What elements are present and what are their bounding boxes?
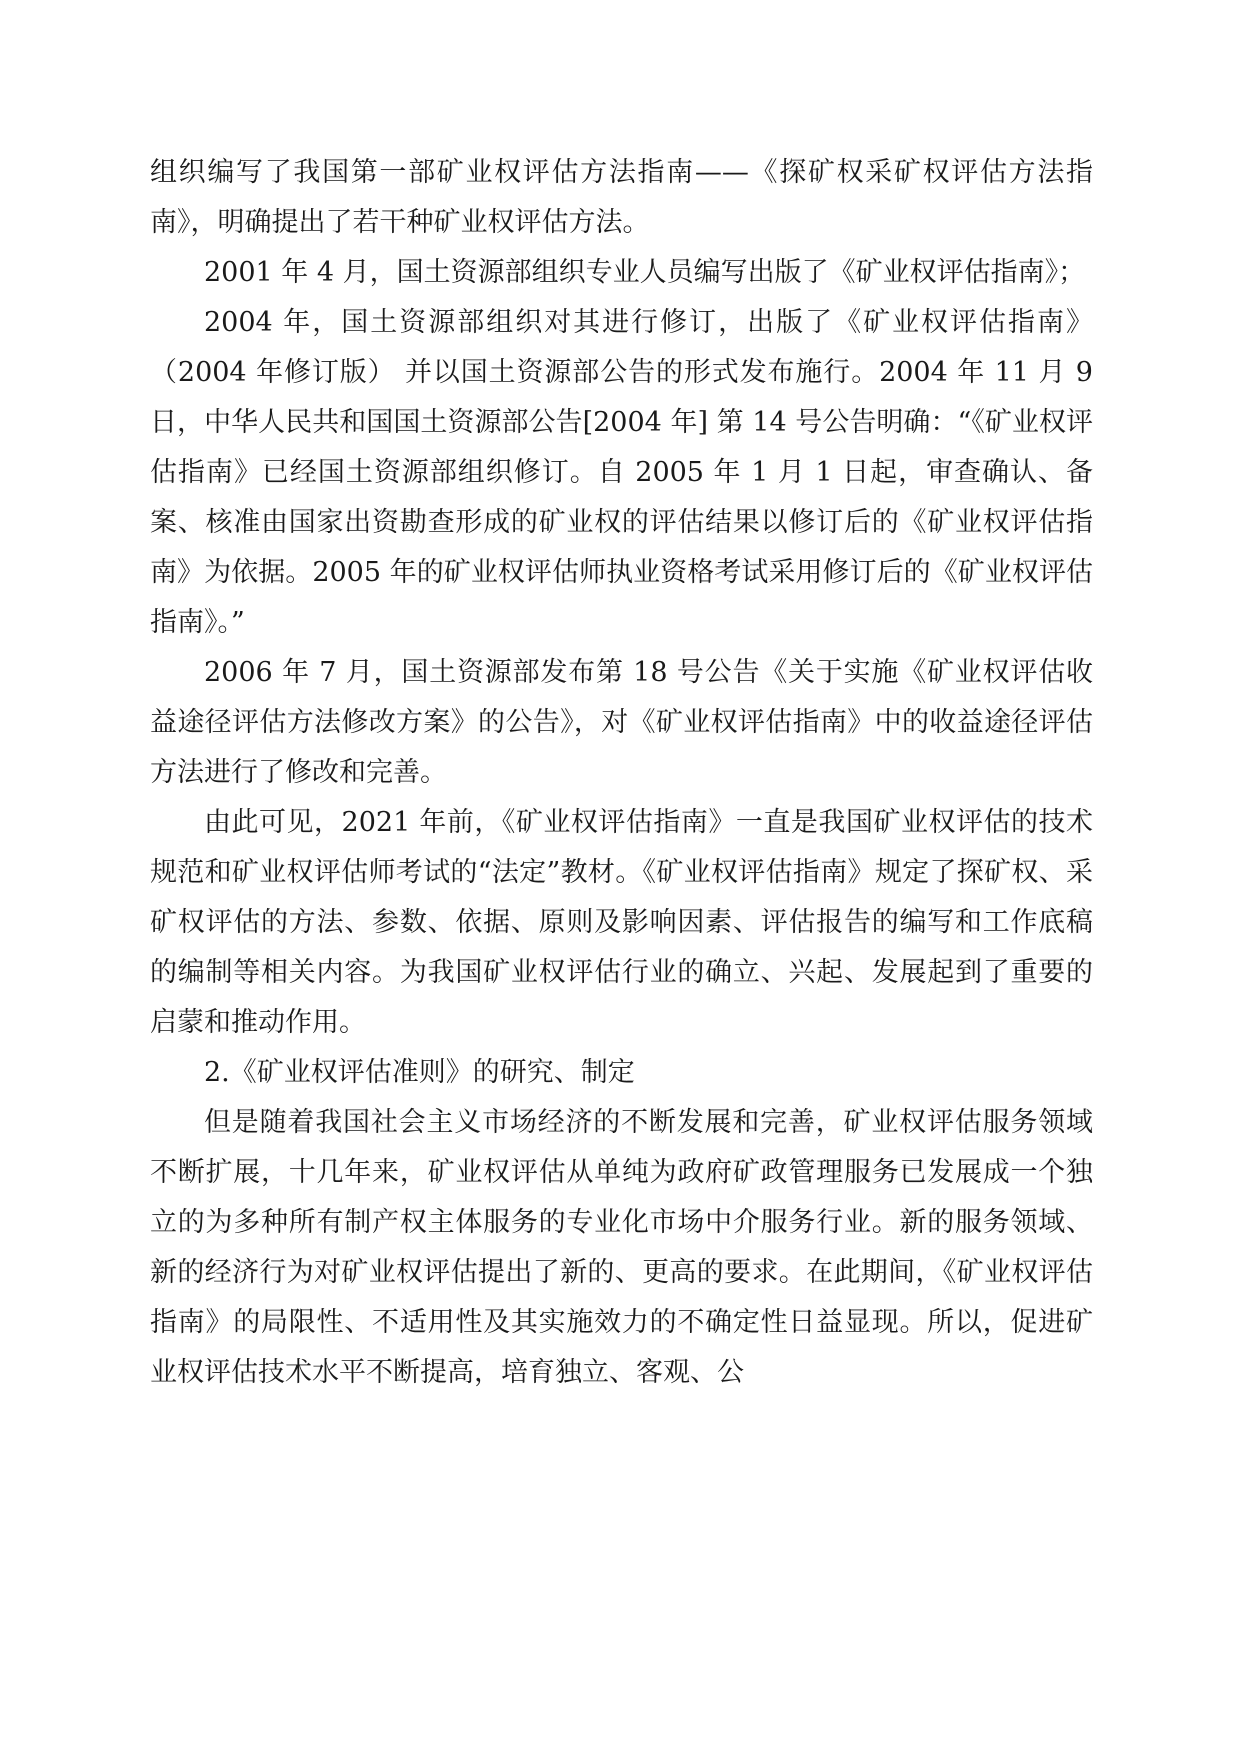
- paragraph-6: 但是随着我国社会主义市场经济的不断发展和完善，矿业权评估服务领域不断扩展，十几年来，矿业权评估从单纯为政府矿政管理服务已发展成一个独立的为多种所有制产权主体服务的专业化市场中介服务行业。新的服务领域、新的经济行为对矿业权评估提出了新的、更高的要求。在此期间，《矿业权评估指南》的局限性、不适用性及其实施效力的不确定性日益显现。所以，促进矿业权评估技术水平不断提高，培育独立、客观、公: [150, 1107, 1093, 1388]
- paragraph-5: 由此可见，2021 年前，《矿业权评估指南》一直是我国矿业权评估的技术规范和矿业权评估师考试的“法定”教材。《矿业权评估指南》规定了探矿权、采矿权评估的方法、参数、依据、原则及影响因素、评估报告的编写和工作底稿的编制等相关内容。为我国矿业权评估行业的确立、兴起、发展起到了重要的启蒙和推动作用。: [150, 807, 1093, 1038]
- paragraph-4: 2006 年 7 月，国土资源部发布第 18 号公告《关于实施《矿业权评估收益途径评估方法修改方案》的公告》，对《矿业权评估指南》中的收益途径评估方法进行了修改和完善。: [150, 657, 1093, 788]
- document-body: [150, 148, 1093, 1398]
- paragraph-1: 组织编写了我国第一部矿业权评估方法指南——《探矿权采矿权评估方法指南》，明确提出了若干种矿业权评估方法。: [150, 157, 1093, 238]
- paragraph-3: 2004 年，国土资源部组织对其进行修订，出版了《矿业权评估指南》（2004 年修订版） 并以国土资源部公告的形式发布施行。2004 年 11 月 9 日，中华人民共和国国土资源部公告[2004 年] 第 14 号公告明确：“《矿业权评估指南》已经国土资源部组织修订。自 2005 年 1 月 1 日起，审查确认、备案、核准由国家出资勘查形成的矿业权的评估结果以修订后的《矿业权评估指南》为依据。2005 年的矿业权评估师执业资格考试采用修订后的《矿业权评估指南》。”: [150, 307, 1093, 638]
- paragraph-2: 2001 年 4 月，国土资源部组织专业人员编写出版了《矿业权评估指南》；: [204, 257, 1086, 288]
- section-heading: 2.《矿业权评估准则》的研究、制定: [204, 1057, 635, 1088]
